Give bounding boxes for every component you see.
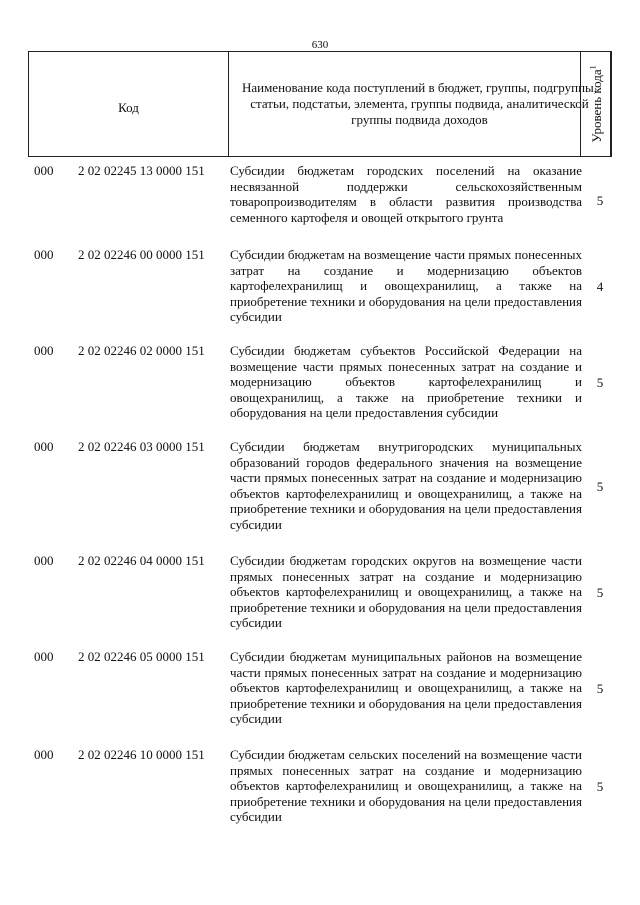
header-code-cell: [29, 52, 229, 156]
row-description: Субсидии бюджетам субъектов Российской Федерации на возмещение части прямых понесенных затрат на создание и модернизацию объектов картофелехранилищ и овощехранилищ, а также на приобретение техники и оборудования на цели предоставления субсидии: [230, 343, 582, 421]
row-level: 5: [596, 375, 604, 390]
row-admin-code: 000: [34, 343, 54, 358]
header-level-label: Уровень кода$^1$: [588, 65, 604, 143]
row-revenue-code: 2 02 02246 04 0000 151: [78, 553, 205, 568]
row-level: 5: [596, 585, 604, 600]
row-revenue-code: 2 02 02246 00 0000 151: [78, 247, 205, 262]
row-revenue-code: 2 02 02246 02 0000 151: [78, 343, 205, 358]
row-level: 4: [596, 279, 604, 294]
footnote-marker: 1: [588, 65, 598, 70]
row-level: 5: [596, 479, 604, 494]
header-name-cell: [229, 52, 611, 156]
header-level-cell: [580, 51, 612, 157]
row-description: Субсидии бюджетам на возмещение части прямых понесенных затрат на создание и модернизацию объектов картофелехранилищ и овощехранилищ, а также на приобретение техники и оборудования на цели предоставления субсидии: [230, 247, 582, 325]
table-header: [28, 51, 612, 157]
row-revenue-code: 2 02 02246 03 0000 151: [78, 439, 205, 454]
row-revenue-code: 2 02 02245 13 0000 151: [78, 163, 205, 178]
row-description: Субсидии бюджетам городских округов на возмещение части прямых понесенных затрат на создание и модернизацию объектов картофелехранилищ и овощехранилищ, а также на приобретение техники и оборудования на цели предоставления субсидии: [230, 553, 582, 631]
row-level: 5: [596, 779, 604, 794]
row-admin-code: 000: [34, 649, 54, 664]
row-description: Субсидии бюджетам внутригородских муниципальных образований городов федерального значения на возмещение части прямых понесенных затрат на создание и модернизацию объектов картофелехранилищ и овощехранилищ, а также на приобретение техники и оборудования на цели предоставления субсидии: [230, 439, 582, 532]
page-number: 630: [311, 39, 329, 51]
row-revenue-code: 2 02 02246 05 0000 151: [78, 649, 205, 664]
row-admin-code: 000: [34, 439, 54, 454]
header-name-label: Наименование кода поступлений в бюджет, группы, подгруппы, статьи, подстатьи, элемента, группы подвида, аналитической группы подвида доходов: [241, 80, 598, 127]
row-level: 5: [596, 681, 604, 696]
row-admin-code: 000: [34, 163, 54, 178]
row-admin-code: 000: [34, 247, 54, 262]
header-code-label: Код: [118, 100, 139, 115]
row-level: 5: [596, 193, 604, 208]
row-description: Субсидии бюджетам муниципальных районов на возмещение части прямых понесенных затрат на создание и модернизацию объектов картофелехранилищ и овощехранилищ, а также на приобретение техники и оборудования на цели предоставления субсидии: [230, 649, 582, 727]
row-admin-code: 000: [34, 747, 54, 762]
row-revenue-code: 2 02 02246 10 0000 151: [78, 747, 205, 762]
row-description: Субсидии бюджетам городских поселений на оказание несвязанной поддержки сельскохозяйственным товаропроизводителям в области развития производства семенного картофеля и овощей открытого грунта: [230, 163, 582, 225]
row-description: Субсидии бюджетам сельских поселений на возмещение части прямых понесенных затрат на создание и модернизацию объектов картофелехранилищ и овощехранилищ, а также на приобретение техники и оборудования на цели предоставления субсидии: [230, 747, 582, 825]
row-admin-code: 000: [34, 553, 54, 568]
